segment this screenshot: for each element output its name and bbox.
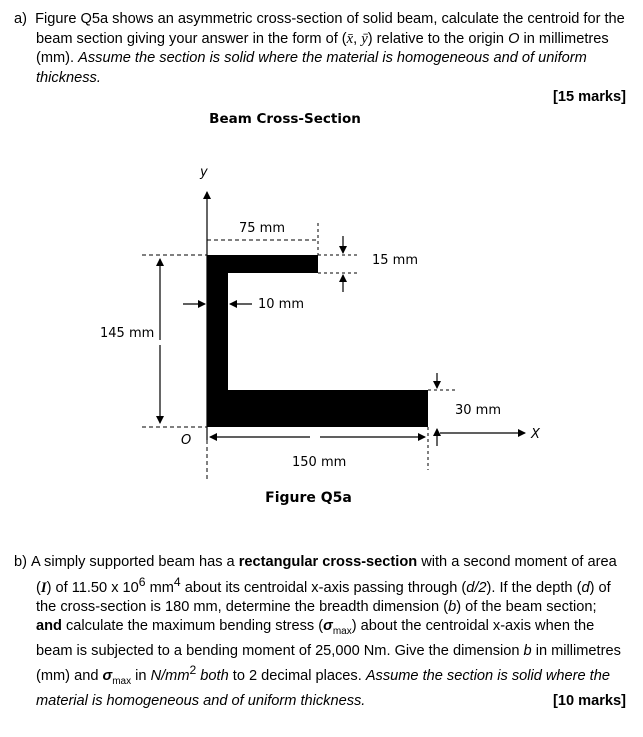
ybar-symbol: ȳ [361, 30, 368, 47]
qb-text-8: ) of the beam section; [456, 598, 597, 615]
qb-text-12: in [131, 668, 151, 685]
top-thickness-label: 15 mm [372, 253, 419, 268]
qb-exp-2: 2 [189, 663, 197, 678]
qb-unit: N/mm [150, 668, 190, 685]
qb-exp-6: 6 [138, 574, 146, 589]
question-a-marks-row [14, 88, 626, 108]
qb-d: d [581, 579, 590, 596]
figure-title: Beam Cross-Section [209, 111, 361, 127]
qb-sub-max: max [332, 626, 352, 638]
question-a-assumption: Assume the section is solid where the material is homogeneous and of uniform thickness. [36, 50, 587, 86]
question-b-text [14, 553, 626, 711]
qb-text-1: A simply supported beam has a [31, 554, 239, 570]
beam-cross-section-figure [0, 150, 643, 485]
question-b-number: b) [14, 554, 27, 570]
y-axis-label: y [200, 165, 208, 180]
qb-bold-rectangular: rectangular cross-section [238, 554, 418, 570]
qb-exp-4: 4 [173, 574, 181, 589]
qb-text-4: mm [145, 579, 174, 596]
question-b [14, 553, 626, 711]
qb-text-7: ) of the cross-section is 180 mm, determine the breadth dimension ( [36, 579, 611, 615]
origin-symbol: O [508, 30, 520, 47]
qb-text-6: ). If the depth ( [486, 579, 582, 596]
qb-text-9: calculate the maximum bending stress ( [61, 618, 324, 635]
qb-b-var: b [523, 642, 532, 659]
figure-caption: Figure Q5a [265, 490, 352, 506]
qb-text-13: to 2 decimal places. [228, 668, 366, 685]
qb-bold-and: and [36, 618, 62, 635]
question-a-text [14, 10, 626, 88]
web-thickness-label: 10 mm [258, 297, 305, 312]
question-b-assumption: Assume the section is solid where the material is homogeneous and of uniform thickness. [36, 668, 610, 709]
question-b-marks: [10 marks] [552, 692, 626, 709]
qb-text-3: ) of 11.50 x 10 [46, 579, 139, 596]
bottom-width-label: 150 mm [292, 455, 347, 470]
comma: , [353, 30, 362, 47]
beam-section-shape [207, 255, 428, 427]
qb-text-11: in millimetres (mm) and [36, 642, 621, 685]
question-a-text-part1: Figure Q5a shows an asymmetric cross-section of solid beam, calculate the centroid for the beam section giving your answer in the form of ( [35, 11, 625, 47]
question-a-number: a) [14, 11, 27, 27]
qb-text-10: ) about the centroidal x-axis when the beam is subjected to a bending moment of 25,000 Nm. Give the dimension [36, 618, 595, 659]
qb-text-5: about its centroidal x-axis passing through ( [180, 579, 467, 596]
question-a [14, 10, 626, 108]
xbar-symbol: x̄ [346, 30, 354, 47]
qb-sigma-2: σ [102, 668, 113, 685]
origin-label: O [181, 433, 192, 448]
height-label: 145 mm [100, 326, 155, 341]
question-a-text-part3: in millimetres (mm). [36, 30, 609, 66]
qb-text-2: with a second moment of area ( [36, 554, 617, 596]
qb-both: both [196, 668, 229, 685]
qb-sub-max-2: max [112, 676, 132, 688]
top-width-label: 75 mm [239, 221, 286, 236]
qb-symbol-I: I [40, 579, 47, 596]
question-a-text-part2: ) relative to the origin [367, 30, 509, 47]
qb-d-half: d/2 [466, 579, 487, 596]
bottom-thickness-label: 30 mm [455, 403, 502, 418]
question-a-marks: [15 marks] [552, 89, 626, 105]
qb-sigma: σ [323, 618, 333, 635]
qb-b: b [448, 598, 457, 615]
x-axis-label: X [531, 427, 540, 442]
